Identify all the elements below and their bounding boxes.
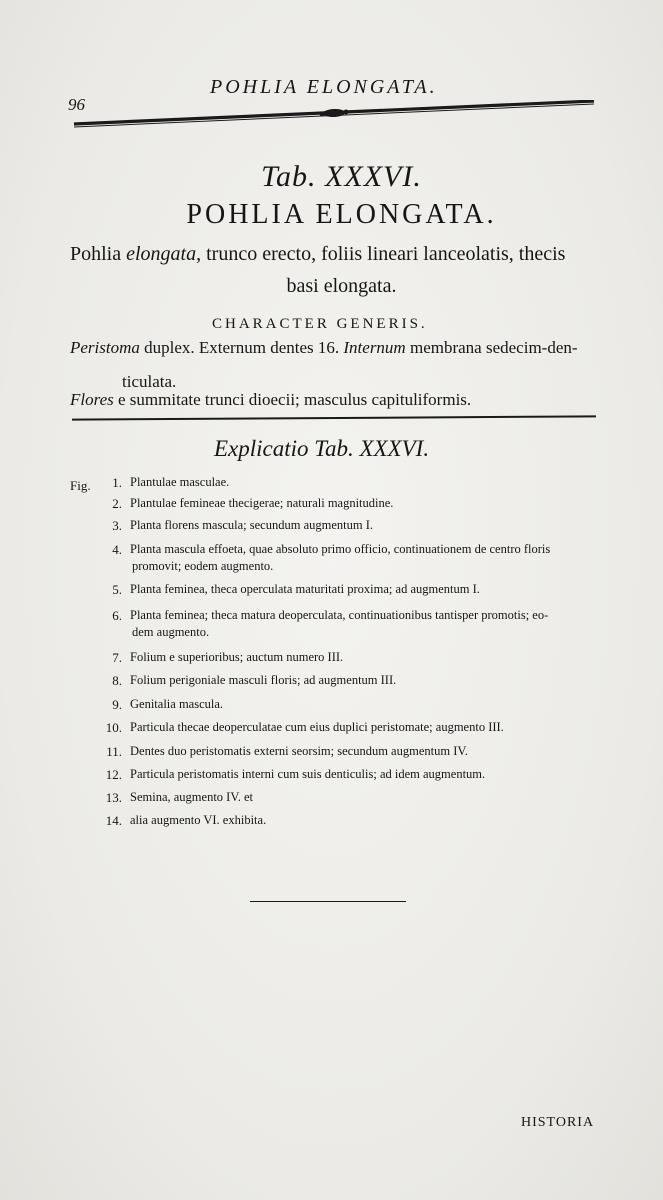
flores-label: Flores [70, 390, 114, 409]
figure-caption: alia augmento VI. exhibita. [130, 813, 267, 827]
character-generis-heading: CHARACTER GENERIS. [212, 316, 428, 332]
figure-number: 4. [112, 542, 122, 557]
figure-caption: Planta mascula effoeta, quae absoluto primo officio, continuationem de centro floris [130, 542, 551, 556]
figure-caption: Semina, augmento IV. et [130, 790, 254, 804]
figure-number: 14. [105, 813, 122, 828]
peristoma-text: duplex. Externum dentes 16. [139, 338, 344, 357]
ornamental-rule-icon [74, 101, 594, 127]
peristoma-line [70, 338, 578, 358]
diagnosis-text: , trunco erecto, foliis lineari lanceolatis, thecis [196, 243, 566, 265]
figure-number: 2. [112, 496, 122, 511]
genus-name: Pohlia [70, 243, 122, 265]
plate-title: Tab. XXXVI. [261, 160, 422, 193]
figure-caption: Planta feminea, theca operculata maturitati proxima; ad augmentum I. [130, 582, 480, 596]
figure-number: 12. [105, 767, 122, 782]
page-number: 96 [68, 95, 85, 114]
figure-caption: Particula peristomatis interni cum suis denticulis; ad idem augmentum. [130, 767, 486, 781]
figure-caption: Plantulae femineae thecigerae; naturali magnitudine. [130, 496, 394, 510]
catchword: HISTORIA [521, 1115, 595, 1130]
figure-caption-continuation: promovit; eodem augmento. [132, 559, 274, 573]
diagnosis-line-1 [70, 243, 565, 266]
ornamental-rule [72, 100, 596, 130]
figure-number: 11. [106, 744, 122, 759]
figure-caption: Folium perigoniale masculi floris; ad augmentum III. [130, 673, 397, 687]
figure-caption: Plantulae masculae. [130, 475, 230, 489]
running-title: POHLIA ELONGATA. [210, 76, 438, 98]
fig-label: Fig. [70, 478, 91, 493]
figure-number: 8. [112, 673, 122, 688]
figure-number: 7. [112, 650, 122, 665]
figure-caption: Particula thecae deoperculatae cum eius duplici peristomate; augmento III. [130, 720, 504, 734]
flores-line [70, 390, 471, 410]
diagnosis-line-2: basi elongata. [286, 275, 397, 297]
internum-label: Internum [343, 338, 406, 357]
figure-number: 9. [112, 697, 122, 712]
end-rule [250, 901, 406, 902]
figure-caption: Genitalia mascula. [130, 697, 224, 711]
peristoma-label: Peristoma [70, 338, 140, 357]
figure-number: 6. [112, 608, 122, 623]
figure-number: 1. [112, 475, 122, 490]
internum-continuation: ticulata. [122, 372, 177, 391]
figure-caption: Folium e superioribus; auctum numero III. [130, 650, 344, 664]
explicatio-heading: Explicatio Tab. XXXVI. [214, 436, 430, 461]
figure-number: 3. [112, 518, 122, 533]
figure-number: 13. [105, 790, 122, 805]
flores-text: e summitate trunci dioecii; masculus capituliformis. [113, 390, 472, 409]
figure-caption: Planta florens mascula; secundum augmentum I. [130, 518, 373, 532]
figure-caption: Dentes duo peristomatis externi seorsim; secundum augmentum IV. [130, 744, 468, 758]
species-epithet: elongata [126, 243, 197, 265]
section-divider [72, 415, 596, 420]
internum-text: membrana sedecim-den- [405, 338, 578, 357]
figure-caption-continuation: dem augmento. [132, 625, 210, 639]
figure-caption: Planta feminea; theca matura deoperculata, continuationibus tantisper promotis; eo- [130, 608, 549, 622]
figure-number: 10. [105, 720, 122, 735]
species-title: POHLIA ELONGATA. [186, 199, 497, 230]
figure-number: 5. [112, 582, 122, 597]
